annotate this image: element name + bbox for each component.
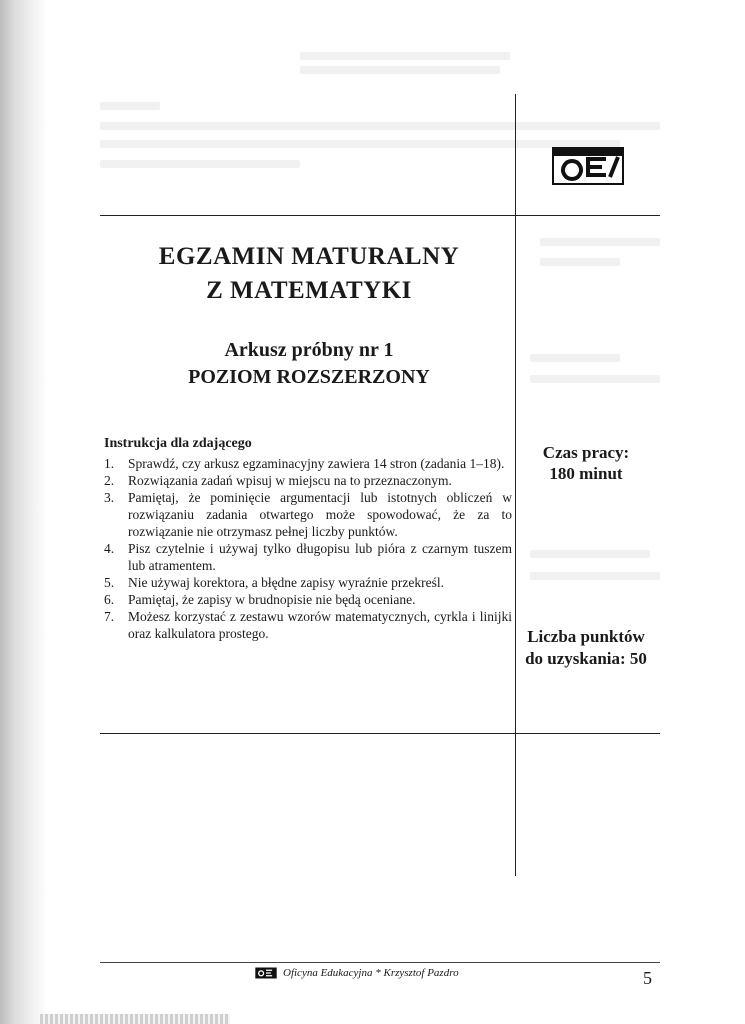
instruction-item	[104, 489, 512, 540]
instruction-item	[104, 608, 512, 642]
bleed-through-mark	[100, 140, 620, 148]
time-label: Czas pracy:	[542, 443, 630, 462]
footer	[255, 967, 459, 979]
instruction-text: Pisz czytelnie i używaj tylko długopisu lub pióra z czarnym tuszem lub atramentem.	[128, 541, 512, 573]
instruction-text: Sprawdź, czy arkusz egzaminacyjny zawiera 14 stron (zadania 1–18).	[128, 456, 505, 471]
exam-title-line2: Z MATEMATYKI	[206, 277, 412, 304]
instruction-number: 3.	[104, 490, 115, 505]
instruction-item	[104, 540, 512, 574]
publisher-name: Oficyna Edukacyjna * Krzysztof Pazdro	[283, 967, 459, 979]
bleed-through-mark	[540, 238, 660, 246]
bleed-through-mark	[100, 160, 300, 168]
instruction-item	[104, 455, 512, 472]
instruction-number: 5.	[104, 575, 115, 590]
points-label: Liczba punktów	[527, 627, 645, 646]
instruction-number: 4.	[104, 541, 115, 556]
instructions-list	[104, 455, 512, 642]
page-number: 5	[643, 968, 652, 988]
instruction-item	[104, 472, 512, 489]
instruction-number: 7.	[104, 609, 115, 624]
scan-edge-shadow	[0, 0, 48, 1024]
bleed-through-mark	[300, 52, 510, 60]
bleed-through-mark	[540, 258, 620, 266]
bleed-through-mark	[100, 122, 660, 130]
instruction-number: 2.	[104, 473, 115, 488]
instruction-item	[104, 591, 512, 608]
scan-artifact	[40, 1014, 230, 1024]
bleed-through-mark	[530, 354, 620, 362]
instruction-text: Pamiętaj, że pominięcie argumentacji lub istotnych obliczeń w rozwiązaniu zadania otwartego może spowodować, że za to rozwiązanie nie otrzymasz pełnej liczby punktów.	[128, 490, 512, 539]
instruction-item	[104, 574, 512, 591]
instruction-text: Możesz korzystać z zestawu wzorów matematycznych, cyrkla i linijki oraz kalkulatora prostego.	[128, 609, 512, 641]
oe-logo-icon	[552, 147, 624, 185]
instruction-number: 1.	[104, 456, 115, 471]
bleed-through-mark	[530, 572, 660, 580]
bottom-divider	[100, 733, 660, 734]
instruction-text: Pamiętaj, że zapisy w brudnopisie nie będą oceniane.	[128, 592, 416, 607]
sheet-label: Arkusz próbny nr 1	[224, 339, 394, 361]
top-divider	[100, 215, 660, 216]
bleed-through-mark	[100, 102, 160, 110]
points-value: do uzyskania: 50	[525, 649, 647, 668]
footer-divider	[100, 962, 660, 963]
bleed-through-mark	[300, 66, 500, 74]
instruction-text: Rozwiązania zadań wpisuj w miejscu na to przeznaczonym.	[128, 473, 452, 488]
instructions-heading: Instrukcja dla zdającego	[104, 436, 252, 451]
level-label: POZIOM ROZSZERZONY	[188, 366, 430, 388]
instruction-number: 6.	[104, 592, 115, 607]
vertical-divider	[515, 94, 516, 876]
bleed-through-mark	[530, 550, 650, 558]
time-value: 180 minut	[549, 464, 623, 483]
bleed-through-mark	[530, 375, 660, 383]
oe-logo-small-icon	[255, 967, 277, 979]
instruction-text: Nie używaj korektora, a błędne zapisy wyraźnie przekreśl.	[128, 575, 444, 590]
exam-title-line1: EGZAMIN MATURALNY	[158, 243, 460, 270]
